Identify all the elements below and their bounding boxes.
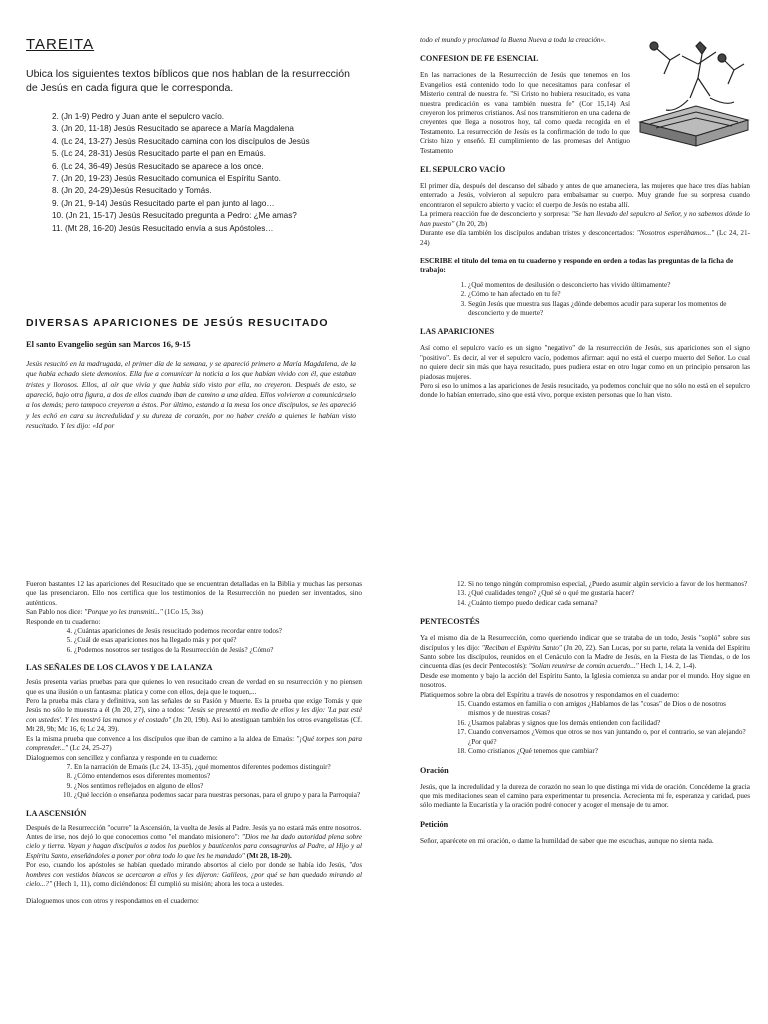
list-item: 4. (Lc 24, 13-27) Jesús Resucitado camina con los discípulos de Jesús <box>52 136 310 146</box>
bottom-left-column <box>26 580 362 907</box>
list-item: 14. ¿Cuánto tiempo puedo dedicar cada semana? <box>457 598 598 607</box>
pentecostes-text-2: Desde ese momento y bajo la acción del Espíritu Santo, la Iglesia comienza su andar por el mundo. Hoy sigue en nosotros. <box>420 671 750 690</box>
list-item: 16. ¿Usamos palabras y signos que los demás entienden con facilidad? <box>457 718 661 727</box>
gospel-heading: El santo Evangelio según san Marcos 16, 9-15 <box>26 339 191 350</box>
bottom-page <box>0 560 768 1024</box>
list-item: 7. (Jn 20, 19-23) Jesús Resucitado comunica el Espíritu Santo. <box>52 174 281 184</box>
gospel-continuation: todo el mundo y proclamad la Buena Nueva a toda la creación». <box>420 36 606 44</box>
peticion-text: Señor, aparécete en mi oración, o dame la humildad de saber que me escuchas, aunque no sienta nada. <box>420 836 714 845</box>
question-list-5 <box>420 700 750 756</box>
list-item: 10. ¿Qué lección o enseñanza podemos sacar para nuestras personas, para el grupo y para la Parroquia? <box>63 791 361 800</box>
ascension-text-3: Por eso, cuando los apóstoles se habían quedado mirando absortos al cielo por donde se había ido Jesús, "dos hombres con vestidos blancos se acercaron a ellos y les dijeron: Galileos, ¿por qué se han quedado mirando al cielo...?" (Hech 1, 11), como diciéndonos: Él cumplió su misión; ahora les toca a ustedes. <box>26 861 362 888</box>
list-item: 17. Cuando conversamos ¿Vemos que otros se nos van juntando o, por el contrario, se van alejando? ¿Por qué? <box>457 728 746 746</box>
ascension-heading: LA ASCENSIÓN <box>26 808 87 818</box>
top-right-column <box>420 36 750 401</box>
list-item: 5. ¿Cuál de esas apariciones nos ha llegado más y por qué? <box>66 636 237 645</box>
list-item: 6. ¿Podemos nosotros ser testigos de la Resurrección de Jesús? ¿Cómo? <box>66 645 274 654</box>
apariciones-section-title: DIVERSAS APARICIONES DE JESÚS RESUCITADO <box>26 317 329 330</box>
pentecostes-text-1: Ya el mismo día de la Resurrección, como queriendo indicar que se trataba de un todo, Jesús "sopló" sobre sus discípulos y les dijo: "Reciban el Espíritu Santo" (Jn 20, 22). San Lucas, por su parte, relata la venida del Espíritu Santo sobre los discípulos, reunidos en el Cenáculo con la Madre de Jesús, en la Fiesta de las Tiendas, o de los cincuenta días (es decir Pentecostés): "Solían reunirse de común acuerdo..." Hech 1, 14. 2, 1-4). <box>420 634 750 671</box>
ascension-text-1: Después de la Resurrección "ocurre" la Ascensión, la vuelta de Jesús al Padre. Jesús ya no estará más entre nosotros. <box>26 823 362 832</box>
list-item: 8. ¿Cómo entendemos esos diferentes momentos? <box>66 772 211 781</box>
question-list-3 <box>26 763 362 801</box>
clavos-text-2: Pero la prueba más clara y definitiva, son las señales de su Pasión y Muerte. Es la prueba que exige Tomás y que Jesús no sólo le muestra a él (Jn 20, 27), sino a todos: "Jesús se presentó en medio de ellos y les dijo: 'La paz esté con ustedes'. Y les mostró las manos y el costado" (Jn 20, 19b). Así lo atestiguan también los otros evangelistas (Cf. Mt 28, 9b; Mc 16, 6; Lc 24, 39). <box>26 697 362 734</box>
apariciones-heading: LAS APARICIONES <box>420 327 495 337</box>
list-item: 15. Cuando estamos en familia o con amigos ¿Hablamos de las "cosas" de Dios o de nosotros mismos y de nuestras cosas? <box>457 700 726 718</box>
list-item: 5. (Lc 24, 28-31) Jesús Resucitado parte el pan en Emaús. <box>52 149 266 159</box>
sepulcro-text-1: El primer día, después del descanso del sábado y antes de que amaneciera, las mujeres que hace tres días habían enterrado a Jesús, volvieron al sepulcro para embalsamar su cuerpo. Muy grande fue su sorpresa cuando encontraron el sepulcro abierto y vacío: el cuerpo de Jesús no estaba allí. <box>420 182 750 209</box>
oracion-heading: Oración <box>420 765 449 775</box>
list-item: 3. (Jn 20, 11-18) Jesús Resucitado se aparece a María Magdalena <box>52 124 294 134</box>
sepulcro-heading: EL SEPULCRO VACÍO <box>420 165 506 175</box>
list-item: 11. (Mt 28, 16-20) Jesús Resucitado envía a sus Apóstoles… <box>52 223 274 233</box>
apariciones-text-1: Así como el sepulcro vacío es un signo "negativo" de la resurrección de Jesús, sus apariciones son el signo "positivo". Es decir, al ver el sepulcro vacío, podemos afirmar: aquí no está el cuerpo muerto del Señor. Lo cual no quiere decir sin más que haya resucitado, pues pudiera estar en otro lugar como en un principio pensaron las piadosas mujeres. <box>420 344 750 381</box>
tareita-title: TAREITA <box>26 36 95 53</box>
list-item: 2. (Jn 1-9) Pedro y Juan ante el sepulcro vacío. <box>52 112 225 121</box>
gospel-text: Jesús resucitó en la madrugada, el primer día de la semana, y se apareció primero a María Magdalena, de la que había echado siete demonios. Ella fue a comunicar la noticia a los que habían vivido con él, que estaban tristes y llorosos. Ellos, al oír que vivía y que había sido visto por ella, no creyeron. Después de esto, se apareció, bajo otra figura, a dos de ellos cuando iban de camino a una aldea. Ellos volvieron a comunicárselo a los demás; pero tampoco creyeron a éstos. Por último, estando a la mesa los once discípulos, se les apareció y les echó en cara su incredulidad y su dureza de corazón, por no haber creído a quienes le habían visto resucitado. Y les dijo: «Id por <box>26 359 356 430</box>
list-item: 6. (Lc 24, 36-49) Jesús Resucitado se aparece a los once. <box>52 161 264 171</box>
list-item: 18. Como cristianos ¿Qué tenemos que cambiar? <box>457 747 598 756</box>
ascension-text-2: Antes de irse, nos dejó lo que conocemos como "el mandato misionero": "Dios me ha dado autoridad plena sobre cielo y tierra. Vayan y hagan discípulos a todos los pueblos y bautícenlos para consagrarlos al Padre, al Hijo y al Espíritu Santo, enseñándoles a poner por obra todo lo que les he mandado" (Mt 28, 18-20). <box>26 832 362 860</box>
task-list <box>26 111 356 235</box>
confesion-text: En las narraciones de la Resurrección de Jesús que tenemos en los Evangelios está contenido todo lo que necesitamos para confesar el Misterio central de nuestra fe. "Si Cristo no hubiera resucitado, es vana nuestra predicación es vana también nuestra fe" (Cor 15,14) Así creyeron los primeros cristianos. Así nos transmitieron en una cadena de creyentes que llega a nosotros hoy, tal como queda recogida en el Testamento. La resurrección de Jesús es la confirmación de todo lo que Cristo hizo y enseñó. El cumplimiento de las promesas del Antiguo Testamento <box>420 71 630 155</box>
list-item: 2. ¿Cómo te han afectado en tu fe? <box>460 290 561 299</box>
clavos-text-3: Es la misma prueba que convence a los discípulos que iban de camino a la aldea de Emaús: "¡Qué torpes son para comprender..." (Lc 24, 25-27) <box>26 734 362 753</box>
question-list-1 <box>420 281 750 319</box>
oracion-text: Jesús, que la incredulidad y la dureza de corazón no sean lo que distinga mi vida de oración. Concédeme la gracia que mis meditaciones sean el camino para experimentar tu presencia. Acrecienta mi fe, esperanza y caridad, pues sólo mediante la Eucaristía y la oración podré conocer y acoger el mensaje de tu amor. <box>420 782 750 810</box>
list-item: 7. En la narración de Emaús (Lc 24, 13-35), ¿qué momentos diferentes podemos distinguir? <box>66 762 331 771</box>
clavos-text-1: Jesús presenta varias pruebas para que quienes lo ven resucitado crean de verdad en su resurrección y no piensen que es una ilusión o un fantasma: platica y come con ellos, deja que le toquen,... <box>26 678 362 696</box>
question-list-2 <box>26 627 362 655</box>
list-item: 9. (Jn 21, 9-14) Jesús Resucitado parte el pan junto al lago… <box>52 198 275 208</box>
list-item: 12. Si no tengo ningún compromiso especial, ¿Puedo asumir algún servicio a favor de los hermanos? <box>457 580 748 588</box>
top-left-column <box>26 36 356 431</box>
list-item: 13. ¿Qué cualidades tengo? ¿Qué sé o qué me gustaría hacer? <box>457 589 635 598</box>
list-item: 8. (Jn 20, 24-29)Jesús Resucitado y Tomás. <box>52 186 212 196</box>
peticion-heading: Petición <box>420 819 449 829</box>
question-list-4 <box>420 580 750 608</box>
pablo-quote: San Pablo nos dice: "Porque yo les transmití..." (1Co 15, 3ss) <box>26 608 204 617</box>
confesion-heading: CONFESION DE FE ESENCIAL <box>420 54 539 64</box>
list-item: 10. (Jn 21, 15-17) Jesús Resucitado pregunta a Pedro: ¿Me amas? <box>52 211 297 221</box>
sepulcro-text-3: Durante ese día también los discípulos andaban tristes y desconcertados: "Nosotros esperábamos..." (Lc 24, 21-24) <box>420 229 750 247</box>
escribe-instruction: ESCRIBE el título del tema en tu cuaderno y responde en orden a todas las preguntas de la ficha de trabajo: <box>420 255 734 275</box>
closing-label: Dialoguemos unos con otros y respondamos en el cuaderno: <box>26 897 199 906</box>
list-item: 1. ¿Qué momentos de desilusión o desconcierto has vivido últimamente? <box>460 280 671 289</box>
apariciones-text-2: Pero si eso lo unimos a las apariciones de Jesús resucitado, ya podemos concluir que no sólo no está en el sepulcro donde lo habían enterrado, sino que está vivo, porque existen personas que lo han visto. <box>420 381 750 400</box>
tareita-intro: Ubica los siguientes textos bíblicos que nos hablan de la resurrección de Jesús en cada figura que le corresponda. <box>26 68 350 94</box>
apariciones-intro: Fueron bastantes 12 las apariciones del Resucitado que se encuentran detalladas en la Biblia y muchas las personas que las presenciaron. Ello nos certifica que los testimonios de la Resurrección no pueden ser inventados, sino auténticos. <box>26 580 362 607</box>
pentecostes-text-3: Platiquemos sobre la obra del Espíritu a través de nosotros y respondamos en el cuaderno: <box>420 690 680 699</box>
responde-label: Responde en tu cuaderno: <box>26 617 101 626</box>
list-item: 9. ¿Nos sentimos reflejados en alguno de ellos? <box>66 781 204 790</box>
list-item: 4. ¿Cuántas apariciones de Jesús resucitado podemos recordar entre todos? <box>66 627 282 636</box>
list-item: 3. Según Jesús que muestra sus llagas ¿dónde debemos acudir para superar los momentos de desconcierto y de muerte? <box>460 299 727 317</box>
pentecostes-heading: PENTECOSTÉS <box>420 617 480 627</box>
clavos-heading: LAS SEÑALES DE LOS CLAVOS Y DE LA LANZA <box>26 663 213 673</box>
dialoguemos-label: Dialoguemos con sencillez y confianza y responde en tu cuaderno: <box>26 753 218 762</box>
bottom-right-column <box>420 580 750 846</box>
sepulcro-text-2: La primera reacción fue de desconcierto y sorpresa: "Se han llevado del sepulcro al Señor, y no sabemos dónde lo han puesto" (Jn 20, 2b) <box>420 210 750 228</box>
